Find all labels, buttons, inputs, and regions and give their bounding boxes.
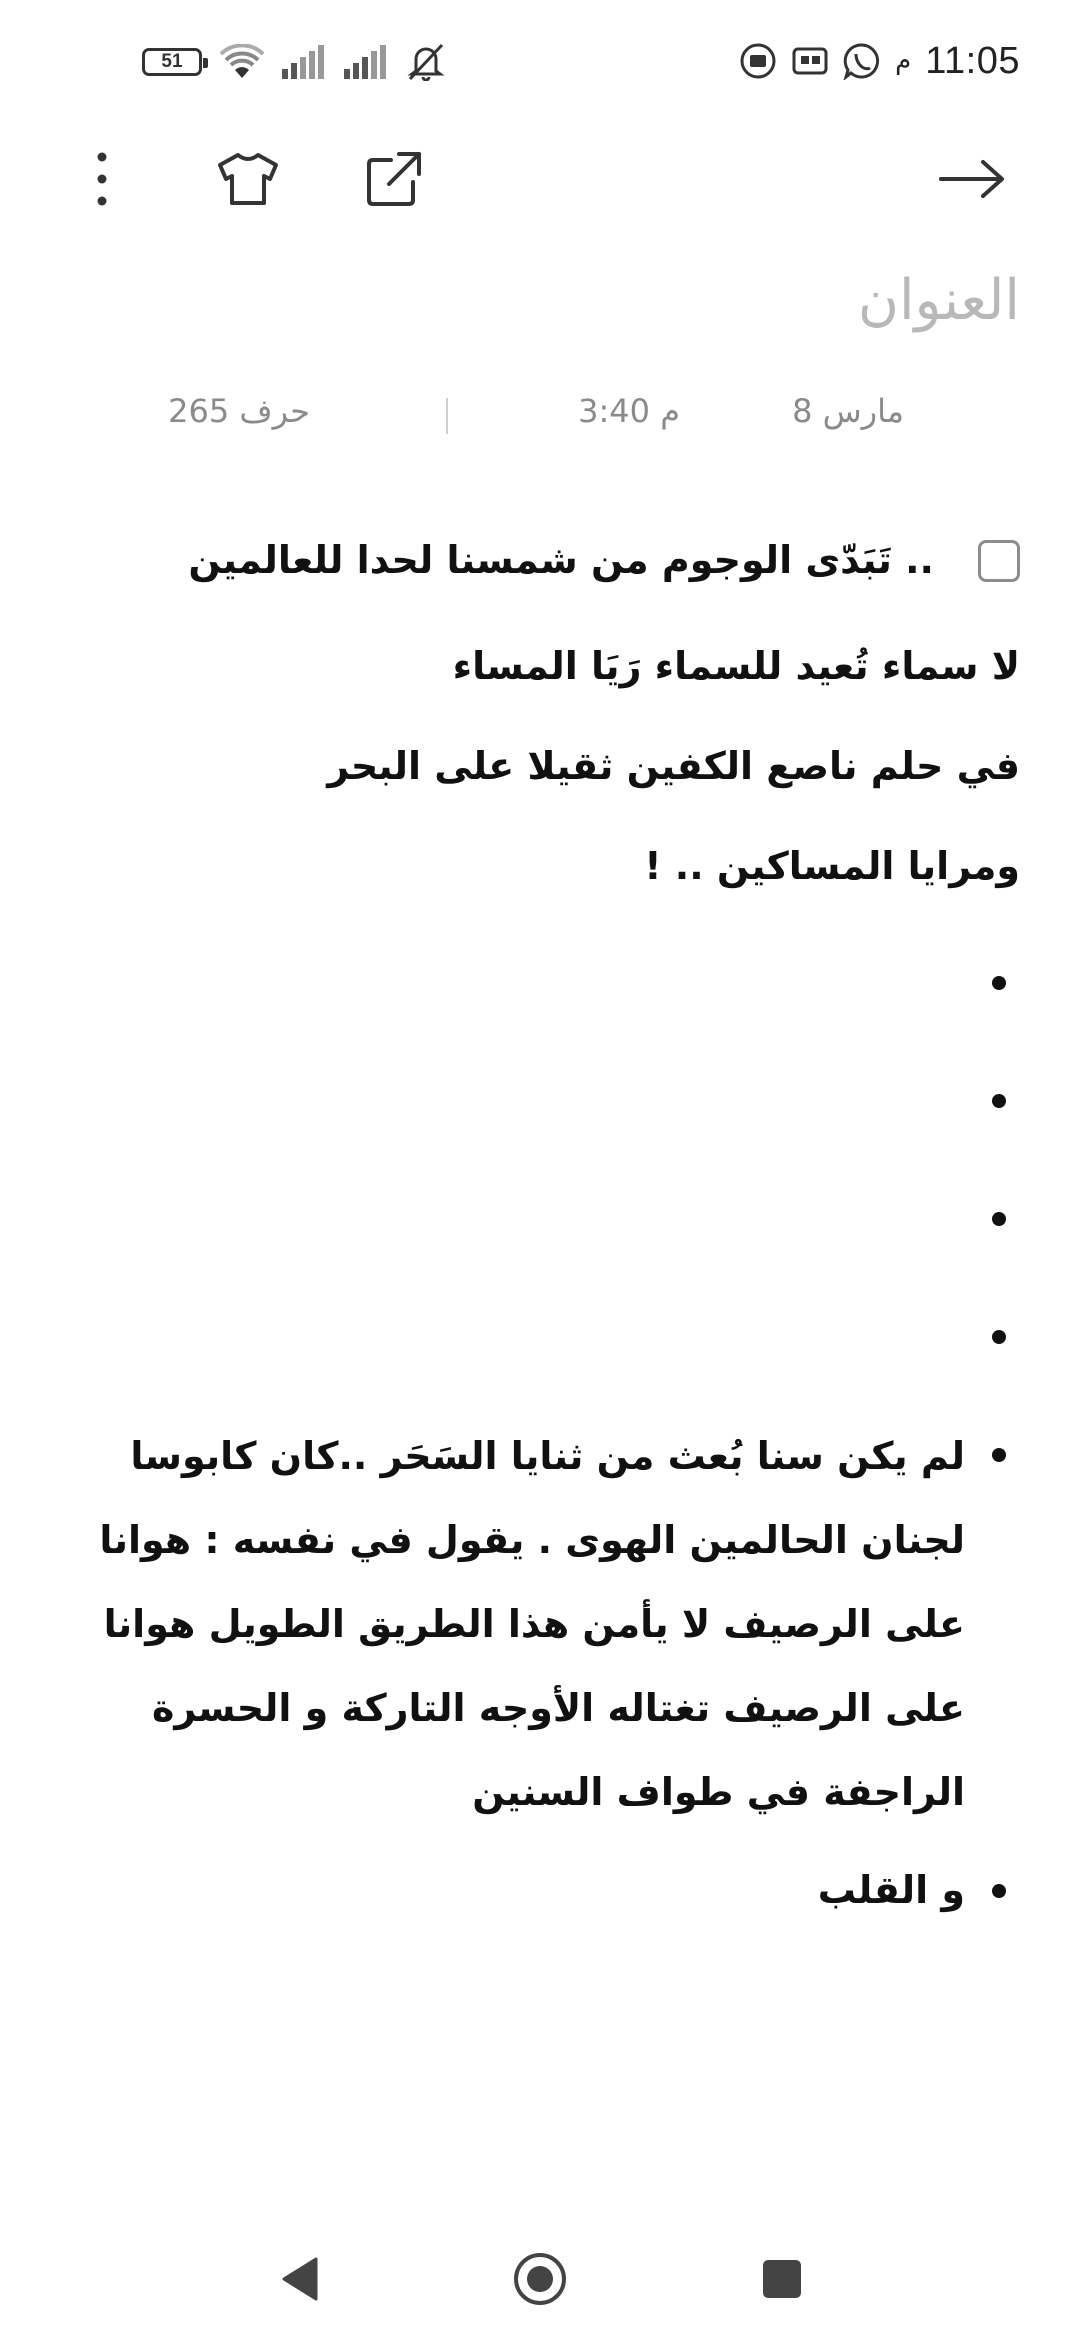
meta-divider [446,398,448,434]
more-options-button[interactable] [52,130,152,230]
bullet-text[interactable]: و القلب [817,1868,965,1912]
back-arrow-icon [939,159,1005,202]
status-right [739,36,1020,86]
recents-square-icon [761,2258,803,2303]
theme-button[interactable] [198,130,298,230]
wifi-icon [220,44,264,80]
home-circle-icon [512,2251,568,2310]
bullet-empty[interactable] [992,1094,1006,1108]
checklist-item-text[interactable]: .. تَبَدّى الوجوم من شمسنا لحدا للعالمين [188,538,934,582]
rewards-icon [791,44,829,78]
status-time: 11:05 [925,39,1020,82]
checklist-checkbox[interactable] [978,540,1020,582]
status-left-icons [142,40,446,84]
bullet-empty[interactable] [992,976,1006,990]
bullet-dot [992,1884,1006,1898]
nav-recents-button[interactable] [722,2220,842,2340]
signal-icon-2 [344,45,388,79]
note-time: 3:40 م [578,392,680,430]
whatsapp-icon [843,42,881,80]
text-line[interactable]: في حلم ناصع الكفين ثقيلا على البحر [327,744,1020,788]
share-icon [365,150,423,211]
theme-shirt-icon [216,151,280,210]
nav-back-button[interactable] [240,2220,360,2340]
app-toolbar [0,130,1080,230]
status-bar [0,0,1080,125]
video-icon [739,42,777,80]
signal-icon [282,45,326,79]
text-line[interactable]: ومرايا المساكين .. ! [644,844,1020,888]
back-button[interactable] [922,130,1022,230]
bullet-dot [992,1448,1006,1462]
note-title-input[interactable] [120,268,1020,333]
nav-home-button[interactable] [480,2220,600,2340]
status-ampm: م [895,46,912,76]
text-line[interactable]: لا سماء تُعيد للسماء رَيَا المساء [452,644,1020,688]
note-char-count: 265 حرف [168,392,310,430]
share-button[interactable] [344,130,444,230]
bullet-empty[interactable] [992,1330,1006,1344]
battery-icon [142,48,202,76]
bullet-empty[interactable] [992,1212,1006,1226]
battery-level: 51 [161,51,183,72]
note-date: 8 مارس [792,392,904,430]
mute-icon [406,43,446,81]
more-vertical-icon [92,151,112,210]
bullet-paragraph[interactable]: لم يكن سنا بُعث من ثنايا السَحَر ..كان كابوسا لجنان الحالمين الهوى . يقول في نفسه : هوانا على الرصيف لا يأمن هذا الطريق الطويل هوانا على الرصيف تغتاله الأوجه التاركة و الحسرة الراجفة في طواف السنين [99,1434,965,1814]
navigation-bar [0,2220,1080,2340]
back-triangle-icon [280,2256,320,2305]
